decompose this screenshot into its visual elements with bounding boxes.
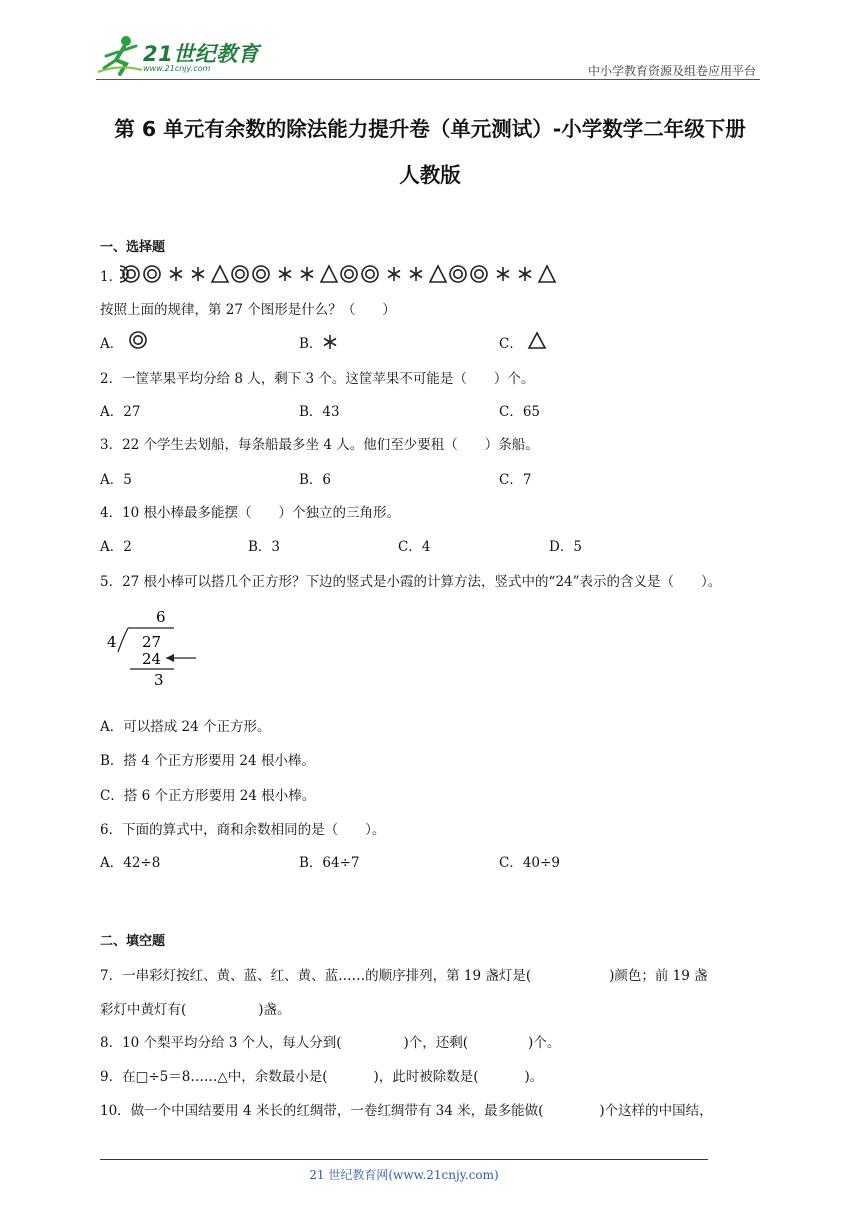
long-division-diagram xyxy=(104,604,204,690)
page-title xyxy=(70,106,790,198)
q1-option-b[interactable]: B． xyxy=(299,336,323,352)
q3-option-c[interactable]: C．7 xyxy=(499,472,532,488)
pattern-group xyxy=(123,266,228,282)
logo-icon xyxy=(96,34,144,76)
q3-option-a[interactable]: A．5 xyxy=(100,472,132,488)
q5-option-c[interactable]: C．搭 6 个正方形要用 24 根小棒。 xyxy=(100,788,316,804)
question-8: 8．10 个梨平均分给 3 个人，每人分到( )个，还剩( )个。 xyxy=(100,1035,561,1051)
footer-divider xyxy=(100,1159,708,1160)
arrow-left-icon xyxy=(166,654,174,662)
q2-option-b[interactable]: B．43 xyxy=(299,404,340,420)
platform-name: 中小学教育资源及组卷应用平台 xyxy=(587,64,756,78)
q2-option-a[interactable]: A．27 xyxy=(100,404,141,420)
division-product: 24 xyxy=(142,650,162,668)
question-1-number: 1． xyxy=(100,269,123,285)
question-5-stem: 5．27 根小棒可以搭几个正方形？下边的竖式是小霞的计算方法，竖式中的“24”表示的含义是（ ）。 xyxy=(100,574,722,590)
q4-option-a[interactable]: A．2 xyxy=(100,539,132,555)
q2-option-c[interactable]: C．65 xyxy=(499,404,541,420)
question-4-stem: 4．10 根小棒最多能摆（ ）个独立的三角形。 xyxy=(100,505,401,521)
title-line-2: 人教版 xyxy=(399,163,461,187)
q4-option-d[interactable]: D．5 xyxy=(549,539,582,555)
footer-link[interactable]: 21 世纪教育网(www.21cnjy.com) xyxy=(309,1168,499,1182)
q5-option-b[interactable]: B．搭 4 个正方形要用 24 根小棒。 xyxy=(100,753,315,769)
question-6-stem: 6．下面的算式中，商和余数相同的是（ ）。 xyxy=(100,822,386,838)
double-circle-icon xyxy=(128,330,148,350)
logo-text: 21世纪教育 xyxy=(143,42,260,66)
q4-option-b[interactable]: B．3 xyxy=(248,539,281,555)
title-line-1: 第 6 单元有余数的除法能力提升卷（单元测试）-小学数学二年级下册 xyxy=(114,117,746,141)
question-7-line-2: 彩灯中黄灯有( )盏。 xyxy=(100,1002,291,1018)
shape-sequence xyxy=(120,262,566,286)
question-1-stem: 按照上面的规律，第 27 个图形是什么？（ ） xyxy=(100,302,396,318)
question-3-stem: 3．22 个学生去划船，每条船最多坐 4 人。他们至少要租（ ）条船。 xyxy=(100,437,539,453)
question-10: 10．做一个中国结要用 4 米长的红绸带，一卷红绸带有 34 米，最多能做( )个这样的中国结， xyxy=(100,1103,713,1119)
q6-option-a[interactable]: A．42÷8 xyxy=(100,855,161,871)
header-divider xyxy=(96,79,760,80)
section-heading-choice: 一、选择题 xyxy=(100,240,166,255)
division-divisor: 4 xyxy=(107,633,117,651)
q3-option-b[interactable]: B．6 xyxy=(299,472,332,488)
q5-option-a[interactable]: A．可以搭成 24 个正方形。 xyxy=(100,719,271,735)
q1-option-a[interactable]: A． xyxy=(100,336,124,352)
q1-option-c[interactable]: C． xyxy=(499,336,523,352)
question-9: 9．在□÷5＝8……△中，余数最小是( )，此时被除数是( )。 xyxy=(100,1069,544,1085)
asterisk-icon xyxy=(320,331,340,351)
division-dividend: 27 xyxy=(142,633,162,651)
q6-option-c[interactable]: C．40÷9 xyxy=(499,855,560,871)
logo-url: www.21cnjy.com xyxy=(143,64,211,73)
division-quotient: 6 xyxy=(156,608,166,626)
q6-option-b[interactable]: B．64÷7 xyxy=(299,855,360,871)
triangle-icon xyxy=(526,330,548,350)
division-remainder: 3 xyxy=(154,671,164,689)
section-heading-fill: 二、填空题 xyxy=(100,934,166,949)
question-2-stem: 2．一筐苹果平均分给 8 人，剩下 3 个。这筐苹果不可能是（ ）个。 xyxy=(100,371,535,387)
q4-option-c[interactable]: C．4 xyxy=(398,539,431,555)
question-7-line-1: 7．一串彩灯按红、黄、蓝、红、黄、蓝……的顺序排列，第 19 盏灯是( )颜色；前 19 盏 xyxy=(100,968,708,984)
